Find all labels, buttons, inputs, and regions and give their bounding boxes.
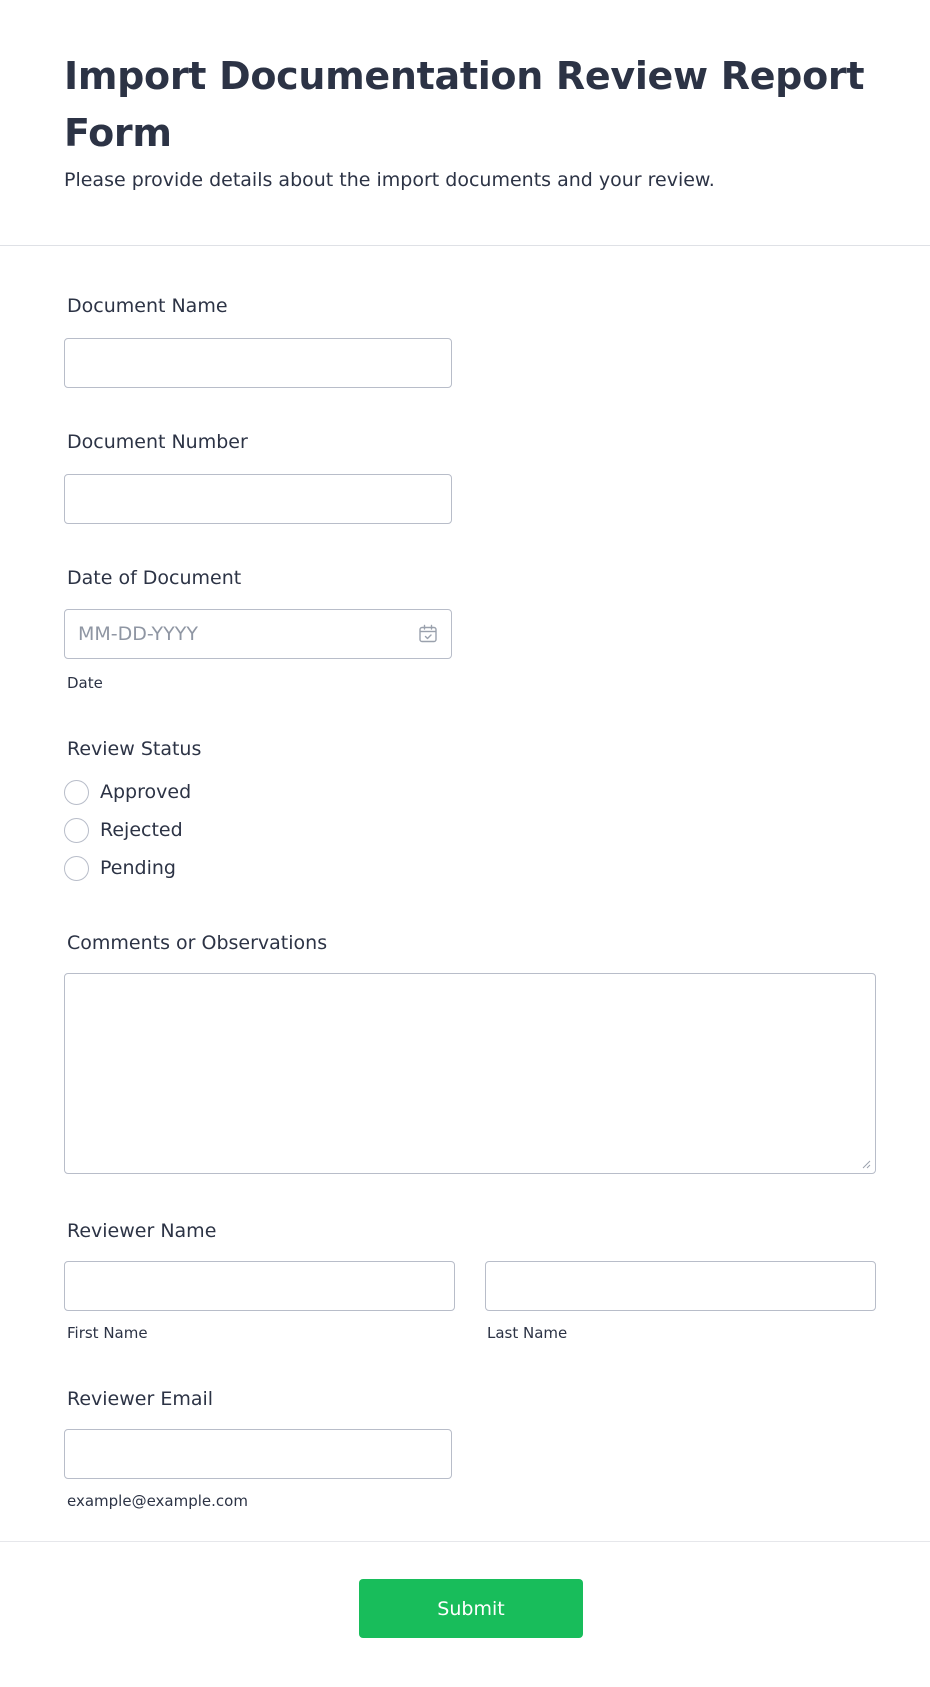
radio-button[interactable] <box>64 856 89 881</box>
date-sublabel: Date <box>67 674 103 692</box>
radio-button[interactable] <box>64 780 89 805</box>
form-subtitle: Please provide details about the import documents and your review. <box>64 169 715 191</box>
comments-label: Comments or Observations <box>67 932 328 954</box>
reviewer-email-label: Reviewer Email <box>67 1388 214 1410</box>
resize-grip-icon[interactable] <box>861 1159 871 1169</box>
email-input[interactable] <box>64 1429 452 1479</box>
radio-option-approved[interactable] <box>64 779 191 805</box>
radio-label: Approved <box>100 781 192 803</box>
date-of-document-label: Date of Document <box>67 567 242 589</box>
document-name-input[interactable] <box>64 338 452 388</box>
document-name-label: Document Name <box>67 295 228 317</box>
radio-option-pending[interactable] <box>64 855 176 881</box>
form-header <box>0 0 930 246</box>
submit-button[interactable]: Submit <box>359 1579 583 1638</box>
radio-label: Rejected <box>100 819 183 841</box>
reviewer-name-label: Reviewer Name <box>67 1220 217 1242</box>
radio-button[interactable] <box>64 818 89 843</box>
calendar-icon[interactable] <box>418 624 438 644</box>
last-name-input[interactable] <box>485 1261 876 1311</box>
date-input[interactable] <box>64 609 452 659</box>
radio-option-rejected[interactable] <box>64 817 183 843</box>
comments-textarea[interactable] <box>64 973 876 1174</box>
form-title: Import Documentation Review Report Form <box>64 54 865 155</box>
document-number-input[interactable] <box>64 474 452 524</box>
document-number-label: Document Number <box>67 431 248 453</box>
last-name-sublabel: Last Name <box>487 1324 568 1342</box>
radio-label: Pending <box>100 857 176 879</box>
first-name-input[interactable] <box>64 1261 455 1311</box>
date-field <box>64 609 452 659</box>
footer-divider <box>0 1541 930 1542</box>
first-name-sublabel: First Name <box>67 1324 148 1342</box>
email-sublabel: example@example.com <box>67 1492 248 1510</box>
review-status-label: Review Status <box>67 738 202 760</box>
